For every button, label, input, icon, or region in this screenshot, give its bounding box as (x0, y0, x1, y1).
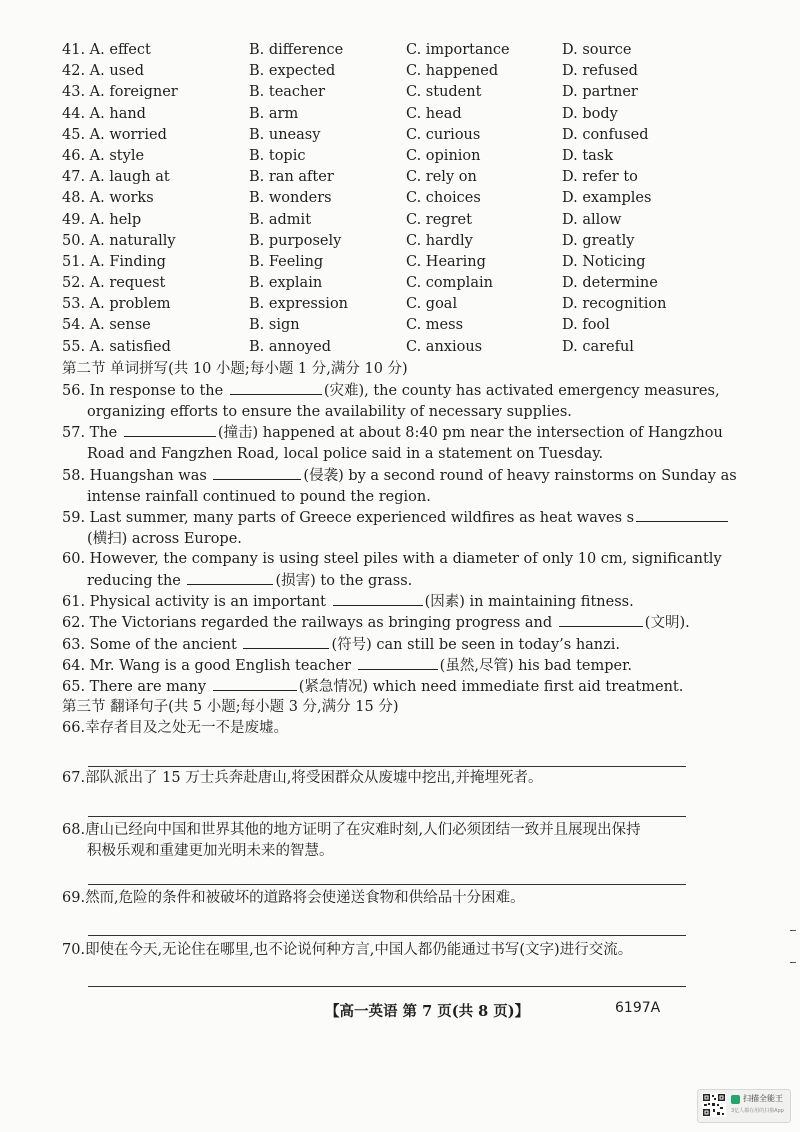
spelling-item (62, 465, 737, 509)
option-b: B. explain (249, 275, 323, 292)
badge-subtitle: 3亿人都在用的扫描App (731, 1108, 784, 1114)
question-number: 67. (62, 770, 86, 786)
option-b: B. teacher (249, 84, 325, 101)
translation-item (62, 940, 702, 961)
option-row (62, 210, 742, 231)
option-row (62, 167, 742, 188)
item-text: However, the company is using steel piles with a diameter of only 10 cm, significantly (89, 551, 722, 567)
question-number: 45. (62, 126, 86, 143)
answer-line[interactable] (88, 884, 686, 885)
question-number: 66. (62, 720, 86, 736)
item-text: Physical activity is an important (89, 594, 326, 610)
answer-blank[interactable] (333, 591, 423, 606)
option-row (62, 231, 742, 252)
badge-title: 扫描全能王 (743, 1094, 783, 1103)
question-number: 41. (62, 42, 86, 58)
option-b: B. expression (249, 296, 349, 313)
option-c: C. hardly (406, 232, 473, 249)
option-d: D. refer to (562, 169, 638, 186)
item-text: organizing efforts to ensure the availability of necessary supplies. (87, 404, 572, 421)
option-d: D. fool (562, 317, 610, 334)
option-d: D. body (562, 105, 618, 122)
answer-blank[interactable] (213, 676, 297, 691)
option-c: C. rely on (406, 169, 477, 186)
chinese-hint: (符号) (331, 637, 372, 653)
section-heading-translation: 第三节 翻译句子(共 5 小题;每小题 3 分,满分 15 分) (62, 699, 399, 715)
answer-blank[interactable] (358, 655, 438, 670)
answer-blank[interactable] (213, 465, 301, 480)
item-text: reducing the (87, 573, 181, 590)
option-row (62, 82, 742, 103)
option-b: B. topic (249, 147, 306, 164)
cs-logo-icon (731, 1095, 740, 1104)
option-b: B. annoyed (249, 338, 331, 355)
item-text: intense rainfall continued to pound the region. (87, 489, 431, 506)
page-indicator: 【高一英语 第 7 页(共 8 页)】 (325, 1003, 530, 1020)
translation-item (62, 768, 702, 789)
question-number: 47. (62, 169, 86, 186)
item-text: There are many (89, 679, 207, 695)
chinese-hint: (侵袭) (303, 468, 344, 484)
paper-code: 6197A (615, 1000, 661, 1016)
option-a: A. style (89, 147, 145, 164)
option-d: D. partner (562, 84, 638, 101)
chinese-hint: (因素) (424, 594, 465, 610)
margin-mark (790, 930, 796, 931)
item-text: happened at about 8:40 pm near the intersection of Hangzhou (258, 425, 723, 441)
spelling-item (62, 634, 702, 656)
answer-line[interactable] (88, 816, 686, 817)
translation-item (62, 888, 702, 909)
item-text: in maintaining fitness. (464, 594, 634, 610)
item-text: his bad temper. (513, 658, 633, 674)
item-text: Last summer, many parts of Greece experienced wildfires as heat waves s (89, 510, 635, 526)
option-c: C. choices (406, 190, 481, 207)
answer-blank[interactable] (559, 612, 643, 627)
question-number: 70. (62, 942, 86, 958)
scanner-watermark-badge (697, 1089, 791, 1123)
option-b: B. wonders (249, 190, 332, 207)
option-b: B. sign (249, 317, 300, 334)
question-number: 51. (62, 253, 86, 270)
question-number: 50. (62, 232, 86, 249)
chinese-hint: (撞击) (217, 425, 259, 441)
option-c: C. mess (406, 317, 464, 334)
option-a: A. used (89, 63, 145, 80)
item-text: , the county has activated emergency measures, (364, 383, 720, 399)
option-c: C. complain (406, 275, 493, 292)
option-row (62, 273, 742, 294)
option-d: D. task (562, 147, 614, 164)
option-a: A. effect (89, 42, 151, 58)
chinese-hint: (虽然,尽管) (439, 658, 514, 674)
question-number: 43. (62, 84, 86, 101)
answer-blank[interactable] (230, 380, 322, 395)
option-a: A. hand (89, 105, 146, 122)
item-text: Road and Fangzhen Road, local police said in a statement on Tuesday. (87, 446, 604, 463)
question-number: 64. (62, 658, 86, 674)
option-b: B. arm (249, 105, 299, 122)
spelling-item (62, 380, 720, 424)
spelling-item (62, 655, 702, 677)
item-text: Some of the ancient (89, 637, 237, 653)
option-a: A. help (89, 211, 142, 228)
option-a: A. works (89, 190, 154, 207)
option-a: A. satisfied (89, 338, 171, 355)
question-number: 58. (62, 468, 86, 484)
spelling-item (62, 422, 723, 466)
chinese-sentence: 即使在今天,无论住在哪里,也不论说何种方言,中国人都仍能通过书写(文字)进行交流。 (85, 942, 633, 958)
translation-item (62, 820, 702, 863)
option-row (62, 104, 742, 125)
option-b: B. uneasy (249, 126, 321, 143)
option-row (62, 40, 742, 61)
option-b: B. expected (249, 63, 336, 80)
question-number: 42. (62, 63, 86, 80)
option-b: B. purposely (249, 232, 342, 249)
option-row (62, 294, 742, 315)
question-number: 69. (62, 890, 86, 906)
spelling-item (62, 591, 702, 613)
item-text: (横扫) across Europe. (87, 531, 242, 548)
chinese-hint: (文明). (644, 615, 690, 631)
chinese-sentence: 唐山已经向中国和世界其他的地方证明了在灾难时刻,人们必须团结一致并且展现出保持 (85, 822, 641, 838)
chinese-sentence: 然而,危险的条件和被破坏的道路将会使递送食物和供给品十分困难。 (85, 890, 525, 906)
answer-blank[interactable] (243, 634, 329, 649)
option-d: D. confused (562, 126, 649, 143)
chinese-hint: (灾难) (323, 383, 365, 399)
question-number: 52. (62, 275, 86, 292)
chinese-hint: (损害) (275, 573, 316, 590)
option-a: A. Finding (89, 253, 166, 270)
option-row (62, 337, 742, 358)
answer-line[interactable] (88, 935, 686, 936)
spelling-item (62, 676, 702, 698)
item-text: Mr. Wang is a good English teacher (89, 658, 352, 674)
option-c: C. student (406, 84, 482, 101)
option-c: C. importance (406, 42, 510, 58)
option-c: C. happened (406, 63, 499, 80)
option-c: C. regret (406, 211, 472, 228)
section-heading-spelling: 第二节 单词拼写(共 10 小题;每小题 1 分,满分 10 分) (62, 361, 408, 377)
option-row (62, 146, 742, 167)
item-text: which need immediate first aid treatment. (368, 679, 684, 695)
option-d: D. refused (562, 63, 638, 80)
option-a: A. naturally (89, 232, 176, 249)
item-text: Huangshan was (89, 468, 207, 484)
option-row (62, 315, 742, 336)
question-number: 60. (62, 551, 86, 567)
option-b: B. Feeling (249, 253, 324, 270)
option-c: C. anxious (406, 338, 483, 355)
option-d: D. recognition (562, 296, 667, 313)
option-d: D. greatly (562, 232, 635, 249)
item-text: to the grass. (315, 573, 413, 590)
option-d: D. determine (562, 275, 658, 292)
option-row (62, 252, 742, 273)
question-number: 61. (62, 594, 86, 610)
option-b: B. admit (249, 211, 312, 228)
option-d: D. examples (562, 190, 652, 207)
option-a: A. foreigner (89, 84, 178, 101)
option-a: A. request (89, 275, 166, 292)
spelling-item (62, 507, 702, 551)
spelling-item (62, 612, 702, 634)
question-number: 65. (62, 679, 86, 695)
option-b: B. difference (249, 42, 344, 58)
spelling-item (62, 549, 722, 593)
question-number: 53. (62, 296, 86, 313)
question-number: 59. (62, 510, 86, 526)
option-c: C. curious (406, 126, 481, 143)
chinese-hint: (紧急情况) (298, 679, 369, 695)
question-number: 56. (62, 383, 86, 399)
option-d: D. allow (562, 211, 622, 228)
chinese-sentence: 部队派出了 15 万士兵奔赴唐山,将受困群众从废墟中挖出,并掩埋死者。 (85, 770, 543, 786)
answer-blank[interactable] (187, 570, 273, 585)
question-number: 55. (62, 338, 86, 355)
answer-line[interactable] (88, 986, 686, 987)
chinese-sentence: 积极乐观和重建更加光明未来的智慧。 (87, 843, 334, 860)
item-text: The (89, 425, 118, 441)
option-c: C. head (406, 105, 462, 122)
option-a: A. problem (89, 296, 171, 313)
question-number: 44. (62, 105, 86, 122)
option-a: A. laugh at (89, 169, 170, 186)
question-number: 62. (62, 615, 86, 631)
option-d: D. source (562, 42, 632, 58)
question-number: 63. (62, 637, 86, 653)
item-text: In response to the (89, 383, 224, 399)
answer-blank[interactable] (636, 507, 728, 522)
option-c: C. Hearing (406, 253, 486, 270)
option-a: A. sense (89, 317, 151, 334)
option-row (62, 61, 742, 82)
item-text: The Victorians regarded the railways as bringing progress and (89, 615, 553, 631)
item-text: can still be seen in today’s hanzi. (371, 637, 621, 653)
question-number: 46. (62, 147, 86, 164)
question-number: 48. (62, 190, 86, 207)
option-row (62, 188, 742, 209)
option-c: C. opinion (406, 147, 481, 164)
question-number: 57. (62, 425, 86, 441)
option-d: D. Noticing (562, 253, 646, 270)
chinese-sentence: 幸存者目及之处无一不是废墟。 (85, 720, 289, 736)
translation-item (62, 718, 702, 739)
item-text: by a second round of heavy rainstorms on Sunday as (343, 468, 737, 484)
option-c: C. goal (406, 296, 458, 313)
question-number: 49. (62, 211, 86, 228)
question-number: 68. (62, 822, 86, 838)
option-a: A. worried (89, 126, 167, 143)
answer-line[interactable] (88, 766, 686, 767)
option-b: B. ran after (249, 169, 334, 186)
margin-mark (790, 962, 796, 963)
question-number: 54. (62, 317, 86, 334)
qr-code-icon (702, 1093, 726, 1117)
cloze-options-table (62, 40, 742, 358)
answer-blank[interactable] (124, 422, 216, 437)
option-row (62, 125, 742, 146)
option-d: D. careful (562, 338, 634, 355)
